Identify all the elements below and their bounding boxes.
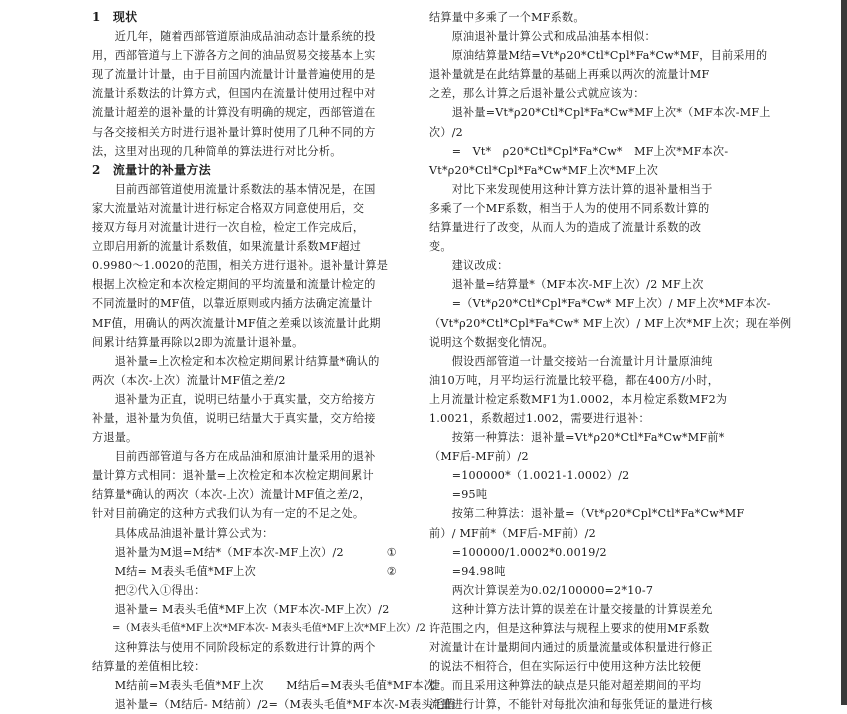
left-line-1 — [92, 8, 399, 27]
right-line-5 — [429, 84, 736, 103]
left-line-18 — [92, 333, 399, 352]
right-line-12 — [429, 218, 736, 237]
left-line-30 — [92, 562, 399, 581]
left-line-text: 具体成品油退补量计算公式为： — [92, 526, 274, 540]
left-line-22 — [92, 409, 399, 428]
left-line-12 — [92, 218, 399, 237]
left-line-text: 接双方每月对流量计进行一次自检，检定工作完成后， — [92, 221, 365, 235]
equation-number: ② — [386, 564, 397, 578]
right-line-text: 之差，那么计算之后退补量公式就应该为： — [429, 87, 645, 101]
left-line-text: 流量计系数法的计算方式，但国内在流量计使用过程中对 — [92, 87, 376, 101]
right-line-text: =95吨 — [429, 488, 488, 502]
left-line-text: MF值，用确认的两次流量计MF值之差乘以该流量计此期 — [92, 316, 381, 330]
right-line-text: =100000/1.0002*0.0019/2 — [429, 545, 607, 559]
right-line-26 — [429, 485, 736, 504]
left-line-4 — [92, 65, 399, 84]
right-line-text: 变。 — [429, 240, 452, 254]
left-line-text: 1 现状 — [92, 10, 138, 24]
right-line-2 — [429, 27, 736, 46]
right-line-text: =100000*（1.0021-1.0002）/2 — [429, 469, 630, 483]
left-line-29 — [92, 543, 399, 562]
left-line-text: 立即启用新的流量计系数值，如果流量计系数MF超过 — [92, 240, 362, 254]
left-column — [92, 8, 456, 714]
right-line-10 — [429, 180, 736, 199]
left-line-text: 间累计结算量再除以2即为流量计退补量。 — [92, 335, 304, 349]
right-line-21 — [429, 390, 736, 409]
left-line-20 — [92, 371, 399, 390]
left-line-31 — [92, 581, 399, 600]
left-line-2 — [92, 27, 399, 46]
left-line-27 — [92, 504, 399, 523]
right-line-text: 次）/2 — [429, 125, 463, 139]
right-line-text: 退补量=结算量*（MF本次-MF上次）/2 MF上次 — [429, 278, 704, 292]
right-line-text: 捷。而且采用这种算法的缺点是只能对超差期间的平均 — [429, 679, 702, 693]
left-line-13 — [92, 237, 399, 256]
left-line-text: 这种算法与使用不同阶段标定的系数进行计算的两个 — [92, 641, 376, 655]
right-line-18 — [429, 333, 736, 352]
right-line-text: 两次计算误差为0.02/100000=2*10-7 — [429, 583, 654, 597]
left-line-text: 近几年，随着西部管道原油成品油动态计量系统的投 — [92, 30, 376, 44]
right-line-text: = Vt* ρ20*Ctl*Cpl*Fa*Cw* MF上次*MF本次- — [429, 144, 729, 158]
right-line-text: 原油退补量计算公式和成品油基本相似： — [429, 30, 656, 44]
right-line-text: 1.0021，系数超过1.002，需要进行退补： — [429, 411, 650, 425]
right-line-19 — [429, 352, 736, 371]
right-line-text: 假设西部管道一计量交接站一台流量计月计量原油纯 — [429, 354, 713, 368]
right-line-15 — [429, 275, 736, 294]
left-line-5 — [92, 84, 399, 103]
left-line-text: 家大流量站对流量计进行标定合格双方同意使用后，交 — [92, 201, 365, 215]
left-line-text: 退补量=（M结后- M结前）/2=（M表头毛值*MF本次-M表头毛值 — [92, 698, 456, 712]
left-line-7 — [92, 123, 399, 142]
right-line-34 — [429, 638, 736, 657]
left-line-text: 方退量。 — [92, 431, 138, 445]
left-line-26 — [92, 485, 399, 504]
right-line-text: （MF后-MF前）/2 — [429, 450, 529, 464]
left-line-14 — [92, 256, 399, 275]
right-column — [429, 8, 792, 714]
right-line-27 — [429, 504, 745, 523]
right-line-text: 油10万吨，月平均运行流量比较平稳，都在400方/小时， — [429, 373, 720, 387]
right-line-3 — [429, 46, 768, 65]
left-line-17 — [92, 314, 399, 333]
right-line-text: 说明这个数据变化情况。 — [429, 335, 554, 349]
right-line-text: 结算量中多乘了一个MF系数。 — [429, 11, 585, 24]
left-line-text: 根据上次检定和本次检定期间的平均流量和流量计检定的 — [92, 278, 376, 292]
left-line-text: 目前西部管道使用流量计系数法的基本情况是，在国 — [92, 182, 376, 196]
left-line-10 — [92, 180, 399, 199]
right-line-text: Vt*ρ20*Ctl*Cpl*Fa*Cw*MF上次*MF上次 — [429, 163, 659, 177]
right-line-9 — [429, 161, 736, 180]
left-line-11 — [92, 199, 399, 218]
right-line-text: 按第一种算法：退补量=Vt*ρ20*Ctl*Fa*Cw*MF前* — [429, 431, 725, 445]
right-line-7 — [429, 123, 736, 142]
right-line-16 — [429, 294, 771, 313]
left-line-text: 结算量*确认的两次（本次-上次）流量计MF值之差/2， — [92, 488, 371, 502]
left-line-text: M结前=M表头毛值*MF上次 M结后=M表头毛值*MF本次 — [92, 679, 436, 693]
left-line-text: 退补量为正直，说明已结量小于真实量，交方给接方 — [92, 392, 376, 406]
left-line-19 — [92, 352, 399, 371]
left-line-37 — [92, 695, 456, 714]
right-line-31 — [429, 581, 736, 600]
left-line-text: 2 流量计的补量方法 — [92, 162, 211, 177]
left-line-23 — [92, 428, 399, 447]
equation-number: ① — [386, 545, 397, 559]
left-line-9 — [92, 161, 399, 180]
right-line-text: 对流量计在计量期间内通过的质量流量或体积量进行修正 — [429, 641, 713, 655]
right-line-text: 上月流量计检定系数MF1为1.0002，本月检定系数MF2为 — [429, 392, 728, 406]
right-line-text: =94.98吨 — [429, 564, 506, 578]
right-line-17 — [429, 314, 792, 333]
right-line-36 — [429, 676, 736, 695]
left-line-text: 退补量为M退=M结*（MF本次-MF上次）/2 — [92, 545, 344, 559]
left-line-28 — [92, 524, 399, 543]
left-line-32 — [92, 600, 399, 619]
left-line-text: 流量计超差的退补量的计算没有明确的规定，西部管道在 — [92, 106, 376, 120]
right-line-35 — [429, 657, 736, 676]
right-line-text: 多乘了一个MF系数，相当于人为的使用不同系数计算的 — [429, 201, 710, 215]
right-line-4 — [429, 65, 736, 84]
right-line-29 — [429, 543, 736, 562]
left-line-text: 现了流量计计量，由于目前国内流量计计量普遍使用的是 — [92, 68, 376, 82]
left-line-24 — [92, 447, 399, 466]
right-line-23 — [429, 428, 736, 447]
scrollbar[interactable] — [841, 0, 847, 705]
right-line-text: 许范围之内，但是这种算法与规程上要求的使用MF系数 — [429, 622, 710, 635]
right-line-24 — [429, 447, 736, 466]
right-line-22 — [429, 409, 736, 428]
left-line-text: 两次（本次-上次）流量计MF值之差/2 — [92, 373, 286, 387]
right-line-33 — [429, 619, 736, 638]
left-line-6 — [92, 103, 399, 122]
left-line-text: 把②代入①得出： — [92, 583, 206, 597]
right-line-28 — [429, 524, 736, 543]
left-line-35 — [92, 657, 399, 676]
right-line-text: 前）/ MF前*（MF后-MF前）/2 — [429, 526, 596, 540]
right-line-text: 流量进行计算，不能针对每批次油和每张凭证的量进行核 — [429, 698, 713, 712]
left-line-25 — [92, 466, 399, 485]
right-line-8 — [429, 142, 736, 161]
right-line-text: （Vt*ρ20*Ctl*Cpl*Fa*Cw* MF上次）/ MF上次*MF上次；现在举例 — [429, 316, 792, 330]
right-line-text: 退补量=Vt*ρ20*Ctl*Cpl*Fa*Cw*MF上次*（MF本次-MF上 — [429, 106, 771, 120]
left-line-3 — [92, 46, 399, 65]
left-line-text: 用，西部管道与上下游各方之间的油品贸易交接基本上实 — [92, 49, 376, 63]
left-line-text: 量计算方式相同：退补量=上次检定和本次检定期间累计 — [92, 469, 374, 483]
right-line-20 — [429, 371, 736, 390]
left-line-text: 针对目前确定的这种方式我们认为有一定的不足之处。 — [92, 507, 365, 521]
right-line-30 — [429, 562, 736, 581]
left-line-text: =（M表头毛值*MF上次*MF本次- M表头毛值*MF上次*MF上次）/2 — [92, 623, 426, 634]
right-line-37 — [429, 695, 736, 714]
right-line-32 — [429, 600, 736, 619]
right-line-text: =（Vt*ρ20*Ctl*Cpl*Fa*Cw* MF上次）/ MF上次*MF本次- — [429, 297, 771, 311]
left-line-16 — [92, 294, 399, 313]
right-line-14 — [429, 256, 736, 275]
left-line-15 — [92, 275, 399, 294]
left-line-34 — [92, 638, 399, 657]
right-line-text: 退补量就是在此结算量的基础上再乘以两次的流量计MF — [429, 68, 710, 82]
right-line-text: 的说法不相符合，但在实际运行中使用这种方法比较便 — [429, 660, 702, 674]
right-line-text: 按第二种算法：退补量=（Vt*ρ20*Cpl*Ctl*Fa*Cw*MF — [429, 507, 745, 521]
left-line-text: 法，这里对出现的几种简单的算法进行对比分析。 — [92, 144, 342, 158]
left-line-text: 补量，退补量为负值，说明已结量大于真实量，交方给接 — [92, 411, 376, 425]
left-line-text: 退补量= M表头毛值*MF上次（MF本次-MF上次）/2 — [92, 602, 390, 616]
right-line-6 — [429, 103, 771, 122]
left-line-text: 不同流量时的MF值，以靠近原则或内插方法确定流量计 — [92, 297, 373, 311]
left-line-21 — [92, 390, 399, 409]
left-line-text: 与各交接相关方时进行退补量计算时使用了几种不同的方 — [92, 125, 376, 139]
left-line-text: M结= M表头毛值*MF上次 — [92, 564, 256, 578]
right-line-text: 对比下来发现使用这种计算方法计算的退补量相当于 — [429, 182, 713, 196]
left-line-36 — [92, 676, 436, 695]
left-line-text: 目前西部管道与各方在成品油和原油计量采用的退补 — [92, 450, 376, 464]
left-line-text: 结算量的差值相比较： — [92, 660, 206, 674]
right-line-25 — [429, 466, 736, 485]
right-line-text: 结算量进行了改变，从而人为的造成了流量计系数的改 — [429, 221, 702, 235]
left-line-text: 0.9980～1.0020的范围，相关方进行退补。退补量计算是 — [92, 259, 389, 273]
right-line-text: 这种计算方法计算的误差在计量交接量的计算误差允 — [429, 602, 713, 616]
right-line-11 — [429, 199, 736, 218]
right-line-text: 建议改成： — [429, 259, 509, 273]
right-line-1 — [429, 8, 736, 27]
right-line-13 — [429, 237, 736, 256]
left-line-8 — [92, 142, 399, 161]
left-line-33 — [92, 619, 426, 638]
right-line-text: 原油结算量M结=Vt*ρ20*Ctl*Cpl*Fa*Cw*MF，目前采用的 — [429, 49, 768, 63]
left-line-text: 退补量=上次检定和本次检定期间累计结算量*确认的 — [92, 354, 380, 368]
